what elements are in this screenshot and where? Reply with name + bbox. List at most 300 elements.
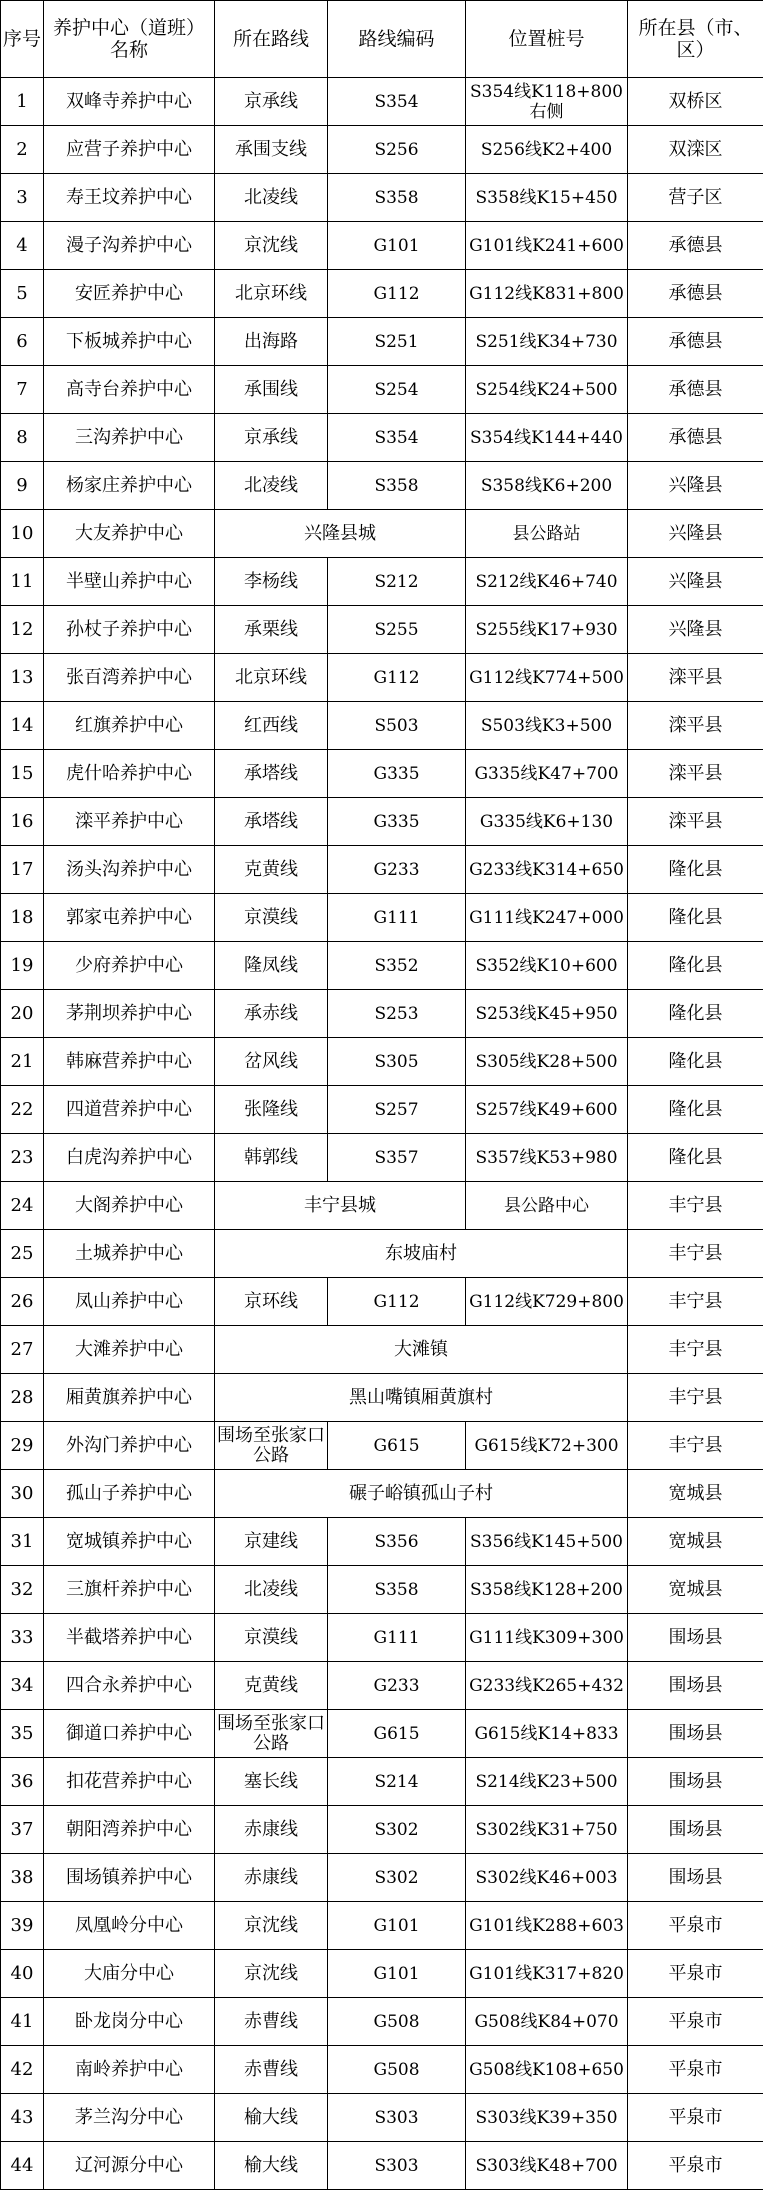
cell-no: 11 <box>1 558 44 606</box>
cell-name: 卧龙岗分中心 <box>44 1998 215 2046</box>
table-row <box>1 174 763 222</box>
cell-code: S358 <box>328 1566 466 1614</box>
cell-route: 京沈线 <box>215 1950 328 1998</box>
cell-no: 34 <box>1 1662 44 1710</box>
cell-county: 宽城县 <box>628 1470 763 1518</box>
cell-position: S358线K6+200 <box>466 462 628 510</box>
cell-position: G508线K84+070 <box>466 1998 628 2046</box>
cell-route: 榆大线 <box>215 2142 328 2190</box>
cell-route: 岔风线 <box>215 1038 328 1086</box>
cell-no: 18 <box>1 894 44 942</box>
cell-no: 5 <box>1 270 44 318</box>
cell-county: 滦平县 <box>628 750 763 798</box>
cell-name: 土城养护中心 <box>44 1230 215 1278</box>
cell-position: S257线K49+600 <box>466 1086 628 1134</box>
cell-name: 孙杖子养护中心 <box>44 606 215 654</box>
cell-position: G508线K108+650 <box>466 2046 628 2094</box>
table-row <box>1 1854 763 1902</box>
cell-no: 22 <box>1 1086 44 1134</box>
cell-no: 27 <box>1 1326 44 1374</box>
cell-code: G615 <box>328 1422 466 1470</box>
cell-no: 32 <box>1 1566 44 1614</box>
cell-no: 41 <box>1 1998 44 2046</box>
table-row <box>1 1662 763 1710</box>
cell-county: 围场县 <box>628 1806 763 1854</box>
cell-name: 白虎沟养护中心 <box>44 1134 215 1182</box>
cell-name: 少府养护中心 <box>44 942 215 990</box>
cell-position: S302线K46+003 <box>466 1854 628 1902</box>
cell-code: S352 <box>328 942 466 990</box>
cell-county: 承德县 <box>628 414 763 462</box>
cell-county: 隆化县 <box>628 990 763 1038</box>
cell-county: 承德县 <box>628 270 763 318</box>
cell-no: 14 <box>1 702 44 750</box>
cell-no: 38 <box>1 1854 44 1902</box>
table-row <box>1 1614 763 1662</box>
cell-position: G112线K774+500 <box>466 654 628 702</box>
cell-no: 1 <box>1 78 44 126</box>
cell-no: 15 <box>1 750 44 798</box>
table-row <box>1 510 763 558</box>
table-row <box>1 1230 763 1278</box>
cell-code: S256 <box>328 126 466 174</box>
table-row <box>1 702 763 750</box>
cell-route: 克黄线 <box>215 1662 328 1710</box>
cell-position: S358线K128+200 <box>466 1566 628 1614</box>
table-row <box>1 1470 763 1518</box>
cell-code: S354 <box>328 414 466 462</box>
cell-county: 兴隆县 <box>628 606 763 654</box>
cell-code: G112 <box>328 654 466 702</box>
cell-name: 四合永养护中心 <box>44 1662 215 1710</box>
cell-route: 承赤线 <box>215 990 328 1038</box>
header-row <box>1 1 763 78</box>
cell-code: G233 <box>328 846 466 894</box>
cell-name: 外沟门养护中心 <box>44 1422 215 1470</box>
table-row <box>1 1710 763 1758</box>
cell-name: 厢黄旗养护中心 <box>44 1374 215 1422</box>
cell-no: 7 <box>1 366 44 414</box>
cell-code: G101 <box>328 1950 466 1998</box>
cell-route: 赤曹线 <box>215 2046 328 2094</box>
table-row <box>1 1806 763 1854</box>
cell-position: G101线K241+600 <box>466 222 628 270</box>
cell-position: S356线K145+500 <box>466 1518 628 1566</box>
cell-name: 应营子养护中心 <box>44 126 215 174</box>
cell-code: S354 <box>328 78 466 126</box>
cell-route: 京环线 <box>215 1278 328 1326</box>
cell-position: G233线K265+432 <box>466 1662 628 1710</box>
cell-county: 双桥区 <box>628 78 763 126</box>
cell-county: 隆化县 <box>628 1086 763 1134</box>
cell-name: 茅荆坝养护中心 <box>44 990 215 1038</box>
cell-position: G112线K831+800 <box>466 270 628 318</box>
cell-code: S212 <box>328 558 466 606</box>
cell-code: S255 <box>328 606 466 654</box>
cell-position: S256线K2+400 <box>466 126 628 174</box>
cell-name: 滦平养护中心 <box>44 798 215 846</box>
table-row <box>1 126 763 174</box>
cell-county: 丰宁县 <box>628 1278 763 1326</box>
table-row <box>1 1134 763 1182</box>
cell-route: 京沈线 <box>215 222 328 270</box>
cell-county: 丰宁县 <box>628 1182 763 1230</box>
table-row <box>1 1326 763 1374</box>
cell-county: 丰宁县 <box>628 1374 763 1422</box>
cell-route: 北凌线 <box>215 1566 328 1614</box>
cell-code: S214 <box>328 1758 466 1806</box>
cell-route: 红西线 <box>215 702 328 750</box>
table-row <box>1 558 763 606</box>
cell-position: S254线K24+500 <box>466 366 628 414</box>
cell-route: 围场至张家口公路 <box>215 1422 328 1470</box>
cell-name: 凤山养护中心 <box>44 1278 215 1326</box>
table-row <box>1 606 763 654</box>
cell-county: 平泉市 <box>628 2094 763 2142</box>
cell-position: S253线K45+950 <box>466 990 628 1038</box>
cell-no: 6 <box>1 318 44 366</box>
cell-position: S352线K10+600 <box>466 942 628 990</box>
table-row <box>1 654 763 702</box>
cell-code: S503 <box>328 702 466 750</box>
cell-code: G111 <box>328 894 466 942</box>
cell-code: S358 <box>328 174 466 222</box>
cell-county: 隆化县 <box>628 1134 763 1182</box>
cell-name: 郭家屯养护中心 <box>44 894 215 942</box>
cell-name: 三旗杆养护中心 <box>44 1566 215 1614</box>
cell-no: 19 <box>1 942 44 990</box>
cell-name: 孤山子养护中心 <box>44 1470 215 1518</box>
cell-no: 26 <box>1 1278 44 1326</box>
table-row <box>1 990 763 1038</box>
cell-code: S303 <box>328 2142 466 2190</box>
cell-position: G335线K6+130 <box>466 798 628 846</box>
cell-code: G508 <box>328 2046 466 2094</box>
cell-name: 张百湾养护中心 <box>44 654 215 702</box>
cell-no: 36 <box>1 1758 44 1806</box>
cell-no: 17 <box>1 846 44 894</box>
table-row <box>1 942 763 990</box>
cell-route: 赤康线 <box>215 1806 328 1854</box>
cell-position: G615线K72+300 <box>466 1422 628 1470</box>
table-row <box>1 798 763 846</box>
cell-no: 40 <box>1 1950 44 1998</box>
table-row <box>1 1998 763 2046</box>
cell-no: 4 <box>1 222 44 270</box>
cell-route: 承塔线 <box>215 750 328 798</box>
cell-route: 承栗线 <box>215 606 328 654</box>
cell-no: 16 <box>1 798 44 846</box>
table-row <box>1 1182 763 1230</box>
cell-route: 张隆线 <box>215 1086 328 1134</box>
cell-code: G615 <box>328 1710 466 1758</box>
cell-no: 21 <box>1 1038 44 1086</box>
cell-name: 南岭养护中心 <box>44 2046 215 2094</box>
table-row <box>1 270 763 318</box>
cell-position: 县公路站 <box>466 510 628 558</box>
cell-code: G508 <box>328 1998 466 2046</box>
cell-location: 东坡庙村 <box>215 1230 628 1278</box>
cell-route: 北凌线 <box>215 174 328 222</box>
cell-code: S251 <box>328 318 466 366</box>
cell-county: 滦平县 <box>628 702 763 750</box>
cell-position: S303线K39+350 <box>466 2094 628 2142</box>
table-row <box>1 1758 763 1806</box>
cell-route: 塞长线 <box>215 1758 328 1806</box>
table-row <box>1 1422 763 1470</box>
cell-county: 营子区 <box>628 174 763 222</box>
cell-county: 围场县 <box>628 1758 763 1806</box>
table-row <box>1 2094 763 2142</box>
cell-county: 围场县 <box>628 1854 763 1902</box>
cell-position: G233线K314+650 <box>466 846 628 894</box>
cell-position: S305线K28+500 <box>466 1038 628 1086</box>
table-row <box>1 750 763 798</box>
cell-no: 3 <box>1 174 44 222</box>
cell-name: 大庙分中心 <box>44 1950 215 1998</box>
cell-route: 京沈线 <box>215 1902 328 1950</box>
table-row <box>1 1950 763 1998</box>
cell-route: 李杨线 <box>215 558 328 606</box>
cell-name: 虎什哈养护中心 <box>44 750 215 798</box>
cell-code: S305 <box>328 1038 466 1086</box>
cell-county: 围场县 <box>628 1662 763 1710</box>
table-row <box>1 2046 763 2094</box>
cell-name: 双峰寺养护中心 <box>44 78 215 126</box>
cell-position: G101线K288+603 <box>466 1902 628 1950</box>
cell-name: 下板城养护中心 <box>44 318 215 366</box>
cell-county: 隆化县 <box>628 846 763 894</box>
table-row <box>1 1566 763 1614</box>
cell-county: 宽城县 <box>628 1566 763 1614</box>
table-row <box>1 78 763 126</box>
cell-code: S257 <box>328 1086 466 1134</box>
cell-code: S254 <box>328 366 466 414</box>
cell-name: 扣花营养护中心 <box>44 1758 215 1806</box>
cell-name: 三沟养护中心 <box>44 414 215 462</box>
cell-code: S302 <box>328 1806 466 1854</box>
cell-code: G101 <box>328 1902 466 1950</box>
cell-name: 辽河源分中心 <box>44 2142 215 2190</box>
cell-code: S356 <box>328 1518 466 1566</box>
cell-county: 隆化县 <box>628 942 763 990</box>
cell-code: S302 <box>328 1854 466 1902</box>
cell-no: 12 <box>1 606 44 654</box>
table-row <box>1 318 763 366</box>
cell-name: 杨家庄养护中心 <box>44 462 215 510</box>
cell-route: 韩郭线 <box>215 1134 328 1182</box>
cell-county: 承德县 <box>628 222 763 270</box>
cell-name: 大滩养护中心 <box>44 1326 215 1374</box>
cell-name: 凤凰岭分中心 <box>44 1902 215 1950</box>
cell-county: 隆化县 <box>628 894 763 942</box>
cell-position: G615线K14+833 <box>466 1710 628 1758</box>
cell-route: 京建线 <box>215 1518 328 1566</box>
cell-county: 平泉市 <box>628 2046 763 2094</box>
table-row <box>1 2142 763 2190</box>
cell-route: 克黄线 <box>215 846 328 894</box>
cell-route: 北京环线 <box>215 270 328 318</box>
table-row <box>1 1038 763 1086</box>
cell-name: 汤头沟养护中心 <box>44 846 215 894</box>
cell-position: S212线K46+740 <box>466 558 628 606</box>
cell-route: 京漠线 <box>215 1614 328 1662</box>
cell-no: 33 <box>1 1614 44 1662</box>
cell-name: 朝阳湾养护中心 <box>44 1806 215 1854</box>
cell-position: G111线K247+000 <box>466 894 628 942</box>
cell-county: 滦平县 <box>628 798 763 846</box>
cell-position: G111线K309+300 <box>466 1614 628 1662</box>
cell-name: 围场镇养护中心 <box>44 1854 215 1902</box>
cell-location: 兴隆县城 <box>215 510 466 558</box>
header-no: 序号 <box>1 1 44 78</box>
cell-no: 42 <box>1 2046 44 2094</box>
cell-name: 茅兰沟分中心 <box>44 2094 215 2142</box>
cell-name: 安匠养护中心 <box>44 270 215 318</box>
cell-county: 平泉市 <box>628 1902 763 1950</box>
cell-county: 滦平县 <box>628 654 763 702</box>
cell-position: S358线K15+450 <box>466 174 628 222</box>
cell-route: 承围支线 <box>215 126 328 174</box>
cell-county: 兴隆县 <box>628 462 763 510</box>
cell-position: G112线K729+800 <box>466 1278 628 1326</box>
cell-location: 黑山嘴镇厢黄旗村 <box>215 1374 628 1422</box>
cell-county: 双滦区 <box>628 126 763 174</box>
cell-no: 37 <box>1 1806 44 1854</box>
table-row <box>1 414 763 462</box>
cell-route: 赤康线 <box>215 1854 328 1902</box>
cell-position: S255线K17+930 <box>466 606 628 654</box>
cell-county: 承德县 <box>628 366 763 414</box>
cell-county: 丰宁县 <box>628 1422 763 1470</box>
cell-no: 13 <box>1 654 44 702</box>
cell-location: 大滩镇 <box>215 1326 628 1374</box>
cell-no: 35 <box>1 1710 44 1758</box>
cell-no: 10 <box>1 510 44 558</box>
cell-position: S303线K48+700 <box>466 2142 628 2190</box>
table-row <box>1 366 763 414</box>
cell-position: S503线K3+500 <box>466 702 628 750</box>
cell-position: G335线K47+700 <box>466 750 628 798</box>
cell-name: 高寺台养护中心 <box>44 366 215 414</box>
cell-code: S303 <box>328 2094 466 2142</box>
cell-route: 承塔线 <box>215 798 328 846</box>
cell-name: 半截塔养护中心 <box>44 1614 215 1662</box>
cell-position: S251线K34+730 <box>466 318 628 366</box>
cell-code: G335 <box>328 750 466 798</box>
cell-route: 承围线 <box>215 366 328 414</box>
table-row <box>1 1278 763 1326</box>
cell-county: 承德县 <box>628 318 763 366</box>
header-county: 所在县（市、区） <box>628 1 763 78</box>
cell-position: S357线K53+980 <box>466 1134 628 1182</box>
table-row <box>1 1518 763 1566</box>
table-row <box>1 894 763 942</box>
cell-location: 丰宁县城 <box>215 1182 466 1230</box>
cell-route: 京承线 <box>215 414 328 462</box>
cell-county: 隆化县 <box>628 1038 763 1086</box>
cell-route: 围场至张家口公路 <box>215 1710 328 1758</box>
cell-no: 20 <box>1 990 44 1038</box>
table-row <box>1 1086 763 1134</box>
cell-county: 平泉市 <box>628 1950 763 1998</box>
header-name: 养护中心（道班）名称 <box>44 1 215 78</box>
table-row <box>1 222 763 270</box>
table-row <box>1 846 763 894</box>
cell-route: 京漠线 <box>215 894 328 942</box>
cell-name: 漫子沟养护中心 <box>44 222 215 270</box>
cell-no: 31 <box>1 1518 44 1566</box>
table-body <box>1 78 763 2190</box>
cell-code: G112 <box>328 270 466 318</box>
cell-route: 北凌线 <box>215 462 328 510</box>
cell-county: 宽城县 <box>628 1518 763 1566</box>
cell-name: 大友养护中心 <box>44 510 215 558</box>
cell-code: G335 <box>328 798 466 846</box>
table-row <box>1 462 763 510</box>
table-row <box>1 1374 763 1422</box>
cell-no: 8 <box>1 414 44 462</box>
cell-code: G233 <box>328 1662 466 1710</box>
cell-name: 大阁养护中心 <box>44 1182 215 1230</box>
cell-county: 围场县 <box>628 1614 763 1662</box>
cell-no: 30 <box>1 1470 44 1518</box>
table-row <box>1 1902 763 1950</box>
cell-route: 榆大线 <box>215 2094 328 2142</box>
cell-route: 隆凤线 <box>215 942 328 990</box>
cell-position: G101线K317+820 <box>466 1950 628 1998</box>
cell-position: S354线K144+440 <box>466 414 628 462</box>
cell-position: S302线K31+750 <box>466 1806 628 1854</box>
cell-route: 北京环线 <box>215 654 328 702</box>
cell-route: 出海路 <box>215 318 328 366</box>
cell-code: S253 <box>328 990 466 1038</box>
cell-no: 24 <box>1 1182 44 1230</box>
cell-no: 2 <box>1 126 44 174</box>
cell-code: S357 <box>328 1134 466 1182</box>
header-code: 路线编码 <box>328 1 466 78</box>
cell-position: S214线K23+500 <box>466 1758 628 1806</box>
cell-county: 兴隆县 <box>628 558 763 606</box>
cell-code: G101 <box>328 222 466 270</box>
header-position: 位置桩号 <box>466 1 628 78</box>
cell-name: 宽城镇养护中心 <box>44 1518 215 1566</box>
cell-no: 9 <box>1 462 44 510</box>
cell-county: 围场县 <box>628 1710 763 1758</box>
cell-name: 红旗养护中心 <box>44 702 215 750</box>
cell-county: 兴隆县 <box>628 510 763 558</box>
cell-county: 丰宁县 <box>628 1230 763 1278</box>
cell-name: 韩麻营养护中心 <box>44 1038 215 1086</box>
cell-no: 23 <box>1 1134 44 1182</box>
cell-no: 43 <box>1 2094 44 2142</box>
cell-county: 平泉市 <box>628 1998 763 2046</box>
cell-no: 44 <box>1 2142 44 2190</box>
cell-county: 丰宁县 <box>628 1326 763 1374</box>
cell-route: 京承线 <box>215 78 328 126</box>
cell-no: 25 <box>1 1230 44 1278</box>
cell-name: 四道营养护中心 <box>44 1086 215 1134</box>
cell-position: S354线K118+800右侧 <box>466 78 628 126</box>
cell-code: G112 <box>328 1278 466 1326</box>
cell-no: 28 <box>1 1374 44 1422</box>
cell-route: 赤曹线 <box>215 1998 328 2046</box>
cell-code: S358 <box>328 462 466 510</box>
cell-name: 御道口养护中心 <box>44 1710 215 1758</box>
cell-code: G111 <box>328 1614 466 1662</box>
cell-location: 碾子峪镇孤山子村 <box>215 1470 628 1518</box>
cell-county: 平泉市 <box>628 2142 763 2190</box>
